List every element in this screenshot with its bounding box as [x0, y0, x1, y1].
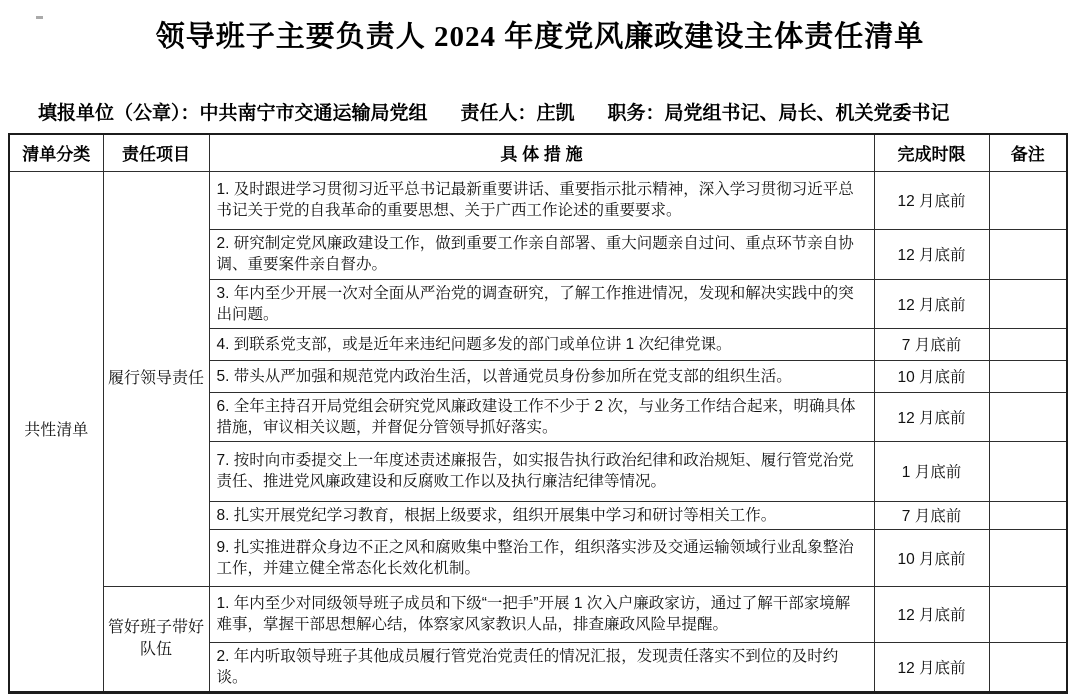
deadline-cell: 12 月底前 [874, 586, 989, 642]
measure-cell: 3. 年内至少开展一次对全面从严治党的调查研究，了解工作推进情况，发现和解决实践中的突出问题。 [209, 279, 874, 328]
remark-cell [989, 586, 1067, 642]
measure-cell: 9. 扎实推进群众身边不正之风和腐败集中整治工作，组织落实涉及交通运输领域行业乱象整治工作，并建立健全常态化长效化机制。 [209, 529, 874, 586]
deadline-cell: 12 月底前 [874, 279, 989, 328]
project-cell: 履行领导责任 [103, 171, 209, 586]
header-remarks: 备注 [989, 134, 1067, 171]
deadline-cell: 1 月底前 [874, 441, 989, 501]
responsibility-table [8, 133, 1068, 694]
measure-cell: 8. 扎实开展党纪学习教育，根据上级要求，组织开展集中学习和研讨等相关工作。 [209, 501, 874, 529]
position: 职务：局党组书记、局长、机关党委书记 [607, 103, 950, 124]
scan-artifact-mark [36, 16, 43, 19]
remark-cell [989, 328, 1067, 360]
table-row [9, 171, 1067, 229]
category-cell: 共性清单 [9, 171, 103, 692]
project-cell: 管好班子带好队伍 [103, 586, 209, 692]
measure-cell: 4. 到联系党支部，或是近年来违纪问题多发的部门或单位讲 1 次纪律党课。 [209, 328, 874, 360]
measure-cell: 6. 全年主持召开局党组会研究党风廉政建设工作不少于 2 次，与业务工作结合起来，明确具体措施，审议相关议题，并督促分管领导抓好落实。 [209, 392, 874, 441]
header-deadline: 完成时限 [874, 134, 989, 171]
remark-cell [989, 529, 1067, 586]
header-measures: 具 体 措 施 [209, 134, 874, 171]
measure-cell: 2. 年内听取领导班子其他成员履行管党治党责任的情况汇报，发现责任落实不到位的及时约谈。 [209, 642, 874, 692]
filing-info-line [38, 98, 1080, 125]
deadline-cell: 12 月底前 [874, 229, 989, 279]
document-title: 领导班子主要负责人 2024 年度党风廉政建设主体责任清单 [155, 21, 925, 53]
remark-cell [989, 279, 1067, 328]
remark-cell [989, 360, 1067, 392]
measure-cell: 1. 及时跟进学习贯彻习近平总书记最新重要讲话、重要指示批示精神，深入学习贯彻习近平总书记关于党的自我革命的重要思想、关于广西工作论述的重要要求。 [209, 171, 874, 229]
responsible-person: 责任人：庄凯 [460, 103, 575, 124]
remark-cell [989, 229, 1067, 279]
measure-cell: 1. 年内至少对同级领导班子成员和下级“一把手”开展 1 次入户廉政家访，通过了解干部家境解难事，掌握干部思想解心结，体察家风家教识人品，排查廉政风险早提醒。 [209, 586, 874, 642]
measure-cell: 7. 按时向市委提交上一年度述责述廉报告，如实报告执行政治纪律和政治规矩、履行管党治党责任、推进党风廉政建设和反腐败工作以及执行廉洁纪律等情况。 [209, 441, 874, 501]
deadline-cell: 12 月底前 [874, 642, 989, 692]
deadline-cell: 10 月底前 [874, 360, 989, 392]
deadline-cell: 12 月底前 [874, 171, 989, 229]
header-category: 清单分类 [9, 134, 103, 171]
deadline-cell: 12 月底前 [874, 392, 989, 441]
remark-cell [989, 392, 1067, 441]
remark-cell [989, 642, 1067, 692]
filing-unit: 填报单位（公章）：中共南宁市交通运输局党组 [38, 103, 428, 124]
measure-cell: 5. 带头从严加强和规范党内政治生活，以普通党员身份参加所在党支部的组织生活。 [209, 360, 874, 392]
measure-cell: 2. 研究制定党风廉政建设工作，做到重要工作亲自部署、重大问题亲自过问、重点环节亲自协调、重要案件亲自督办。 [209, 229, 874, 279]
remark-cell [989, 441, 1067, 501]
header-project: 责任项目 [103, 134, 209, 171]
deadline-cell: 7 月底前 [874, 501, 989, 529]
deadline-cell: 10 月底前 [874, 529, 989, 586]
deadline-cell: 7 月底前 [874, 328, 989, 360]
table-row [9, 586, 1067, 642]
remark-cell [989, 171, 1067, 229]
remark-cell [989, 501, 1067, 529]
header-row [9, 134, 1067, 171]
